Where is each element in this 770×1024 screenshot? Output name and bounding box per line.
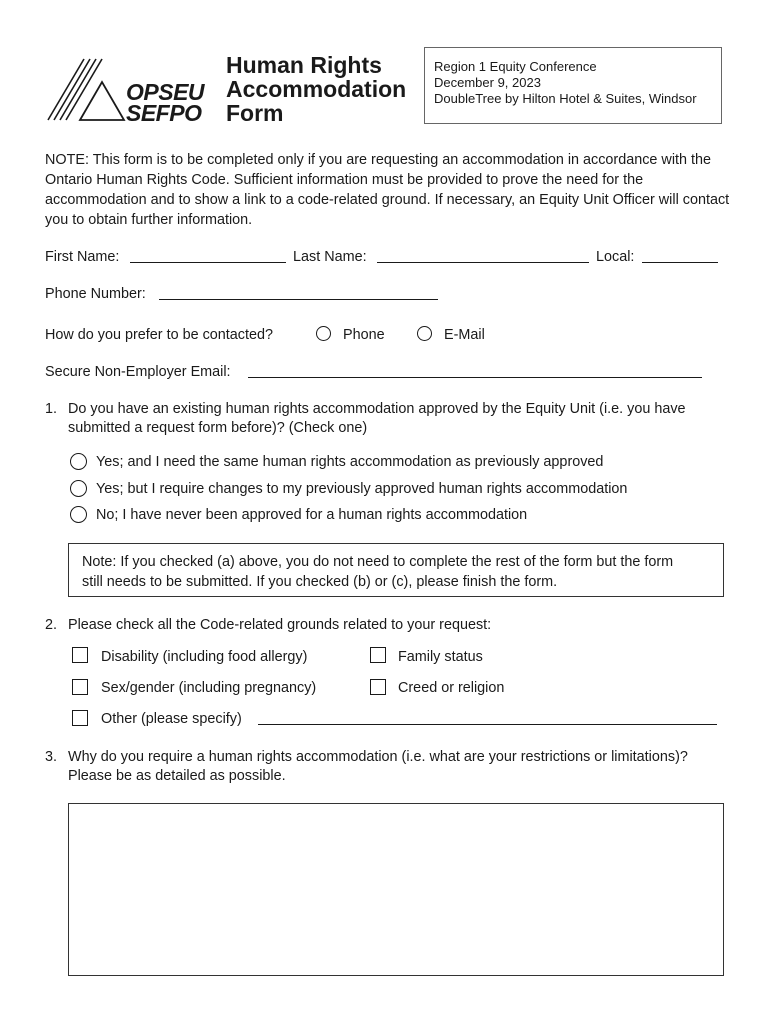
q2-number: 2. <box>45 617 58 633</box>
first-name-field[interactable] <box>130 262 286 263</box>
q1-note-line1: Note: If you checked (a) above, you do not need to complete the rest of the form but the form <box>82 554 674 570</box>
creed-religion-label: Creed or religion <box>398 680 505 696</box>
last-name-label: Last Name: <box>293 249 367 265</box>
other-specify-field[interactable] <box>258 724 717 725</box>
q1-option-b-radio[interactable] <box>70 480 87 497</box>
other-checkbox[interactable] <box>72 710 88 726</box>
conference-venue: DoubleTree by Hilton Hotel & Suites, Windsor <box>434 91 697 106</box>
conference-name: Region 1 Equity Conference <box>434 59 597 74</box>
creed-religion-checkbox[interactable] <box>370 679 386 695</box>
logo-mark-icon <box>46 56 126 126</box>
intro-note: NOTE: This form is to be completed only if you are requesting an accommodation in accordance with the Ontario Human Rights Code. Sufficient information must be provided to prove the need for the accommodation and to show a link to a code-related ground. If necessary, an Equity Unit Officer will contact you to obtain further information. <box>45 152 730 228</box>
q1-note-line2: still needs to be submitted. If you checked (b) or (c), please finish the form. <box>82 574 558 590</box>
q1-option-c-radio[interactable] <box>70 506 87 523</box>
form-title-line3: Form <box>226 100 284 126</box>
form-title <box>226 53 406 125</box>
family-status-checkbox[interactable] <box>370 647 386 663</box>
q1-option-c-label: No; I have never been approved for a human rights accommodation <box>96 507 528 523</box>
contact-email-radio[interactable] <box>417 326 432 341</box>
q1-number: 1. <box>45 401 58 417</box>
logo-text-sefpo: SEFPO <box>126 100 202 126</box>
local-label: Local: <box>596 249 635 265</box>
q1-option-a-radio[interactable] <box>70 453 87 470</box>
last-name-field[interactable] <box>377 262 589 263</box>
q3-answer-box[interactable] <box>68 803 724 976</box>
q3-text-line1: Why do you require a human rights accommodation (i.e. what are your restrictions or limitations)? <box>68 749 688 765</box>
q1-option-b-label: Yes; but I require changes to my previously approved human rights accommodation <box>96 481 628 497</box>
sex-gender-checkbox[interactable] <box>72 679 88 695</box>
q2-text: Please check all the Code-related grounds related to your request: <box>68 617 492 633</box>
logo-text-opseu: OPSEU <box>126 79 205 105</box>
form-title-line1: Human Rights <box>226 52 382 78</box>
q3-text-line2: Please be as detailed as possible. <box>68 768 286 784</box>
contact-preference-label: How do you prefer to be contacted? <box>45 327 273 343</box>
conference-date: December 9, 2023 <box>434 75 541 90</box>
secure-email-label: Secure Non-Employer Email: <box>45 364 231 380</box>
disability-checkbox[interactable] <box>72 647 88 663</box>
secure-email-field[interactable] <box>248 377 702 378</box>
q1-text-line2: submitted a request form before)? (Check one) <box>68 420 368 436</box>
opseu-sefpo-logo <box>46 56 216 126</box>
phone-number-field[interactable] <box>159 299 438 300</box>
q1-text-line1: Do you have an existing human rights accommodation approved by the Equity Unit (i.e. you have <box>68 401 686 417</box>
q1-note-box <box>68 543 724 597</box>
q3-number: 3. <box>45 749 58 765</box>
first-name-label: First Name: <box>45 249 120 265</box>
family-status-label: Family status <box>398 649 483 665</box>
phone-number-label: Phone Number: <box>45 286 146 302</box>
form-title-line2: Accommodation <box>226 76 407 102</box>
contact-phone-label: Phone <box>343 327 385 343</box>
local-field[interactable] <box>642 262 718 263</box>
other-label: Other (please specify) <box>101 711 242 727</box>
contact-email-label: E-Mail <box>444 327 485 343</box>
contact-phone-radio[interactable] <box>316 326 331 341</box>
disability-label: Disability (including food allergy) <box>101 649 308 665</box>
conference-info-box <box>424 47 722 124</box>
sex-gender-label: Sex/gender (including pregnancy) <box>101 680 317 696</box>
q1-option-a-label: Yes; and I need the same human rights accommodation as previously approved <box>96 454 604 470</box>
